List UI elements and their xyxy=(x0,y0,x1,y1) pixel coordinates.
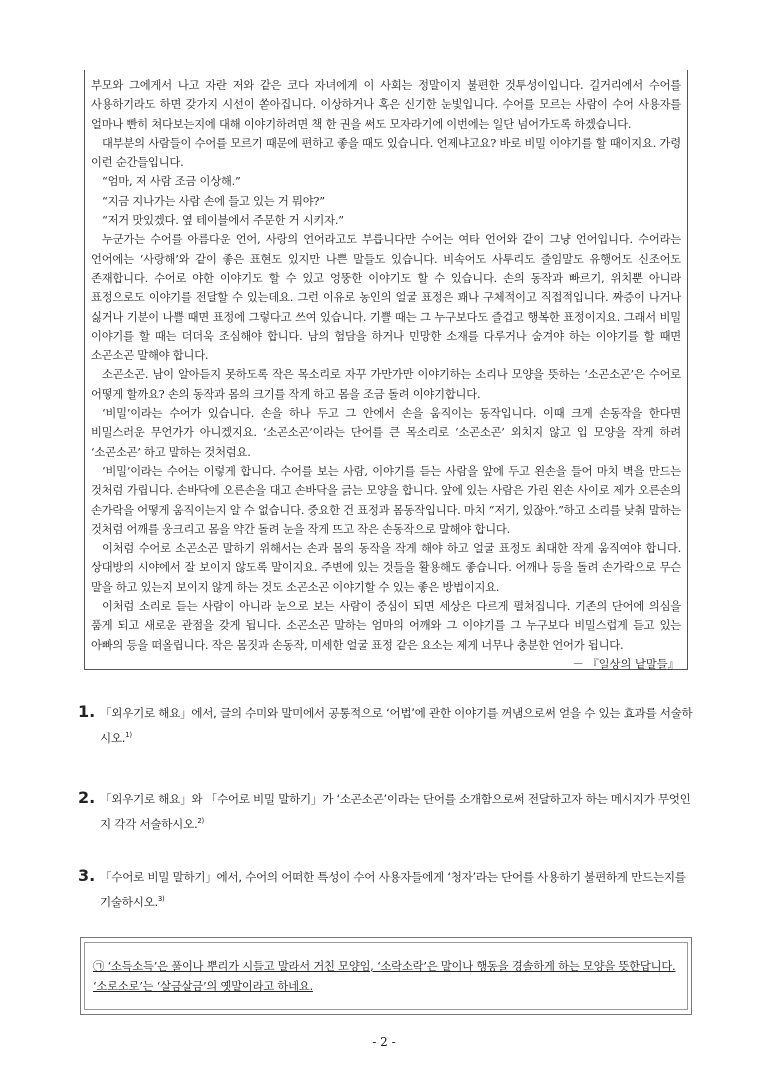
reading-passage xyxy=(84,70,688,670)
question-body: 「수어로 비밀 말하기」에서, 수어의 어떠한 특성이 수어 사용자들에게 ‘청자’라는 단어를 사용하기 불편하게 만드는지를 기술하시오. xyxy=(100,870,686,909)
question-item xyxy=(78,866,698,913)
passage-paragraph: ‘비밀’이라는 수어는 이렇게 합니다. 수어를 보는 사람, 이야기를 듣는 사람을 앞에 두고 왼손을 들어 마치 벽을 만드는 것처럼 가립니다. 손바닥에 오른손을 대고 손바닥을 긁는 모양을 합니다. 앞에 있는 사람은 가린 왼손 사이로 제가 오른손의 손가락을 어떻게 움직이는지 알 수 없습니다. 중요한 건 표정과 몸동작입니다. 마치 “저기, 있잖아.”하고 소리를 낮춰 말하는 것처럼 어깨를 웅크리고 몸을 약간 돌려 눈을 작게 뜨고 작은 손동작으로 말해야 합니다. xyxy=(91,464,681,536)
passage-source: － 『일상의 낱말들』 xyxy=(572,657,679,671)
question-number: 3. xyxy=(78,866,96,885)
question-item xyxy=(78,702,698,749)
passage-paragraph: 이처럼 수어로 소곤소곤 말하기 위해서는 손과 몸의 동작을 작게 해야 하고 얼굴 표정도 최대한 작게 움직여야 합니다. 상대방의 시야에서 잘 보이지 않도록 말이지요. 주변에 있는 것들을 활용해도 좋습니다. 어깨나 등을 돌려 손가락으로 무슨 말을 하고 있는지 보이지 않게 하는 것도 소곤소곤 이야기할 수 있는 좋은 방법이지요. xyxy=(91,542,681,594)
passage-paragraph: 이처럼 소리로 듣는 사람이 아니라 눈으로 보는 사람이 중심이 되면 세상은 다르게 펼쳐집니다. 기존의 단어에 의심을 품게 되고 새로운 관점을 갖게 됩니다. 소곤소곤 말하는 엄마의 어깨와 그 이야기를 그 누구보다 비밀스럽게 듣고 있는 아빠의 등을 떠올립니다. 작은 몸짓과 손동작, 미세한 얼굴 표정 같은 요소는 제게 너무나 충분한 언어가 됩니다. xyxy=(91,600,681,652)
passage-dialogue: “지금 지나가는 사람 손에 들고 있는 거 뭐야?” xyxy=(102,194,325,208)
question-body: 「외우기로 해요」에서, 글의 수미와 말미에서 공통적으로 ‘어법’에 관한 이야기를 꺼냄으로써 얻을 수 있는 효과를 서술하시오. xyxy=(100,706,693,745)
footnote-ref: 2) xyxy=(197,817,204,825)
passage-dialogue: “저거 맛있겠다. 옆 테이블에서 주문한 거 시키자.” xyxy=(102,214,344,228)
passage-paragraph: 부모와 그에게서 나고 자란 저와 같은 코다 자녀에게 이 사회는 정말이지 불편한 것투성이입니다. 길거리에서 수어를 사용하기라도 하면 갖가지 시선이 쏟아집니다. 이상하거나 혹은 신기한 눈빛입니다. 수어를 모르는 사람이 수어 사용자를 얼마나 빤히 쳐다보는지에 대해 이야기하려면 책 한 권을 써도 모자라기에 이번에는 일단 넘어가도록 하겠습니다. xyxy=(91,79,681,131)
question-item xyxy=(78,788,698,835)
page-number: - 2 - xyxy=(372,1035,396,1049)
footnote-ref: 3) xyxy=(157,895,165,903)
passage-paragraph: 누군가는 수어를 아름다운 언어, 사랑의 언어라고도 부릅니다만 수어는 여타 언어와 같이 그냥 언어입니다. 수어라는 언어에는 ‘사랑해’와 같이 좋은 표현도 있지만 나쁜 말들도 있습니다. 비속어도 사투리도 줄임말도 유행어도 신조어도 존재합니다. 수어로 야한 이야기도 할 수 있고 엉뚱한 이야기도 할 수 있습니다. 손의 동작과 빠르기, 위치뿐 아니라 표정으로도 이야기를 전달할 수 있는데요. 그런 이유로 농인의 얼굴 표정은 꽤나 구체적이고 직접적입니다. 짜증이 나거나 싫거나 기분이 나쁠 때면 표정에 그렇다고 쓰여 있습니다. 기쁠 때는 그 누구보다도 즐겁고 행복한 표정이지요. 그래서 비밀 이야기를 할 때는 더더욱 조심해야 합니다. 남의 험담을 하거나 민망한 소재를 다루거나 숨겨야 하는 이야기를 할 때면 소곤소곤 말해야 합니다. xyxy=(91,233,681,363)
question-number: 2. xyxy=(78,788,96,807)
question-text xyxy=(100,866,698,913)
note-box xyxy=(80,937,692,1015)
passage-paragraph: 대부분의 사람들이 수어를 모르기 때문에 편하고 좋을 때도 있습니다. 언제냐고요? 바로 비밀 이야기를 할 때이지요. 가령 이런 순간들입니다. xyxy=(91,136,681,170)
note-text: ㉠ ‘소득소득’은 풀이나 뿌리가 시들고 말라서 거친 모양임, ‘소락소락’은 말이나 행동을 경솔하게 하는 모양을 뜻한답니다. ‘소로소로’는 ‘살금살금’의 옛말이라고 하네요. xyxy=(93,960,676,993)
passage-dialogue: “엄마, 저 사람 조금 이상해.” xyxy=(102,175,241,189)
passage-paragraph: ‘비밀’이라는 수어가 있습니다. 손을 하나 두고 그 안에서 손을 움직이는 동작입니다. 이때 크게 손동작을 한다면 비밀스러운 무언가가 아니겠지요. ‘소곤소곤’이라는 단어를 큰 목소리로 ‘소곤소곤’ 외치지 않고 입 모양을 작게 하려 ‘소곤소곤’ 하고 말하는 것처럼요. xyxy=(91,407,681,459)
footnote-ref: 1) xyxy=(125,731,132,739)
question-number: 1. xyxy=(78,702,96,721)
question-body: 「외우기로 해요」와 「수어로 비밀 말하기」가 ‘소곤소곤’이라는 단어를 소개함으로써 전달하고자 하는 메시지가 무엇인지 각각 서술하시오. xyxy=(100,792,691,831)
question-text xyxy=(100,702,698,749)
note-inner-frame xyxy=(84,942,688,1010)
passage-paragraph: 소곤소곤. 남이 알아듣지 못하도록 작은 목소리로 자꾸 가만가만 이야기하는 소리나 모양을 뜻하는 ‘소곤소곤’은 수어로 어떻게 할까요? 손의 동작과 몸의 크기를 작게 하고 몸을 조금 돌려 이야기합니다. xyxy=(91,368,681,401)
question-text xyxy=(100,788,698,835)
